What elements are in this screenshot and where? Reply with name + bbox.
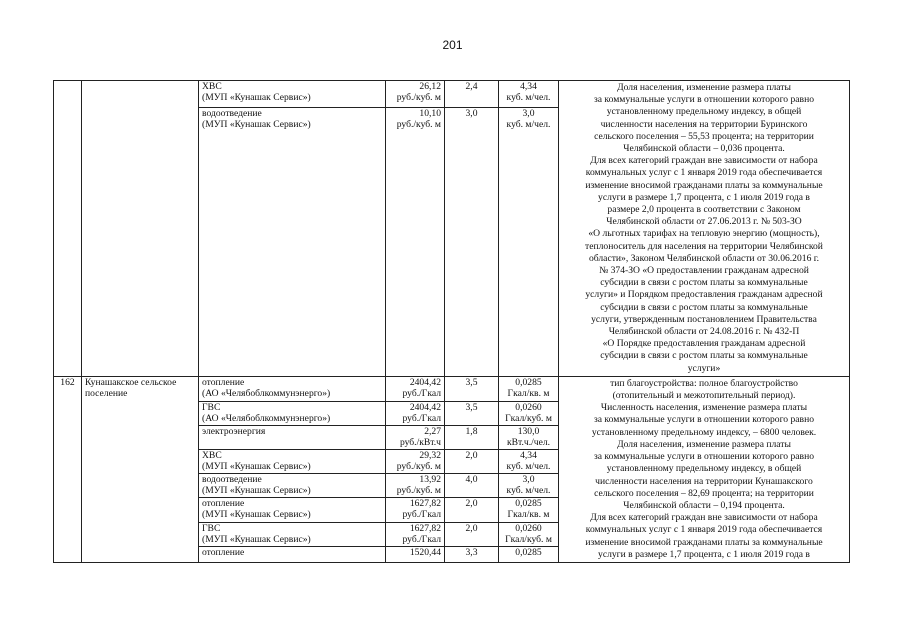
- norm-value: 0,0285: [515, 497, 542, 509]
- tariff-unit: руб./Гкал: [402, 413, 441, 425]
- index-percent: 3,3: [445, 546, 499, 562]
- norm-cell: [499, 449, 559, 473]
- index-percent: 3,5: [445, 401, 499, 425]
- description-line: Доля населения, изменение размера платы: [617, 438, 791, 450]
- norm-cell: [499, 376, 559, 401]
- service-name: водоотведение: [202, 107, 262, 119]
- description-line: Челябинской области от 27.06.2013 г. № 503-ЗО: [606, 216, 802, 228]
- tariff-unit: руб./куб. м: [396, 118, 441, 130]
- norm-cell: [499, 107, 559, 376]
- norm-value: 130,0: [517, 425, 540, 437]
- norm-value: 0,0285: [515, 546, 542, 558]
- description-line: численности населения на территории Буринского: [600, 118, 808, 130]
- description-line: услуги в размере 1,7 процента, с 1 июля 2019 года в: [598, 548, 810, 560]
- service-name: водоотведение: [202, 473, 262, 485]
- settlement-name: [82, 81, 199, 377]
- description-line: размере 2,0 процента в соответствии с Законом: [607, 204, 801, 216]
- tariff-value: 1627,82: [409, 497, 441, 509]
- description-line: теплоноситель для населения на территории Челябинской: [585, 240, 823, 252]
- service-name: ХВС: [202, 81, 222, 92]
- provider-name: (МУП «Кунашак Сервис»): [202, 92, 311, 104]
- tariff-value: 1520,44: [409, 546, 441, 558]
- norm-value: 4,34: [520, 449, 537, 461]
- tariff-unit: руб./куб. м: [396, 461, 441, 473]
- service-cell: [199, 497, 386, 522]
- provider-name: (МУП «Кунашак Сервис»): [202, 461, 311, 473]
- tariff-table: [53, 80, 850, 563]
- tariff-value: 2,27: [424, 425, 441, 437]
- description-line: Челябинской области от 24.08.2016 г. № 432-П: [608, 326, 800, 338]
- service-cell: [199, 546, 386, 562]
- index-percent: 2,4: [445, 81, 499, 108]
- norm-cell: [499, 497, 559, 522]
- tariff-unit: руб./кВт.ч: [399, 437, 441, 449]
- tariff-cell: [386, 497, 445, 522]
- tariff-unit: руб./Гкал: [402, 509, 441, 521]
- tariff-unit: руб./Гкал: [402, 388, 441, 400]
- provider-name: (МУП «Кунашак Сервис»): [202, 485, 311, 497]
- description-line: сельского поселения – 82,69 процента; на территории: [594, 487, 814, 499]
- tariff-cell: [386, 425, 445, 449]
- description-line: услуги, утвержденным постановлением Правительства: [591, 313, 817, 325]
- service-name: отопление: [202, 376, 245, 388]
- provider-name: (АО «Челябоблкоммунэнерго»): [202, 388, 331, 400]
- description-line: «О льготных тарифах на тепловую энергию (мощность),: [588, 228, 820, 240]
- service-name: ХВС: [202, 449, 222, 461]
- tariff-value: 1627,82: [409, 522, 441, 534]
- description-line: субсидии в связи с ростом платы за коммунальные: [600, 350, 808, 362]
- provider-name: (АО «Челябоблкоммунэнерго»): [202, 413, 331, 425]
- description-line: Для всех категорий граждан вне зависимости от набора: [590, 512, 818, 524]
- index-percent: 2,0: [445, 497, 499, 522]
- tariff-cell: [386, 449, 445, 473]
- norm-unit: Гкал/куб. м: [505, 413, 552, 425]
- service-cell: [199, 107, 386, 376]
- table-body: [54, 81, 850, 563]
- description-line: субсидии в связи с ростом платы за коммунальные: [600, 277, 808, 289]
- tariff-value: 2404,42: [409, 376, 441, 388]
- norm-value: 0,0260: [515, 522, 542, 534]
- tariff-cell: [386, 401, 445, 425]
- description-cell: [559, 376, 850, 562]
- norm-unit: Гкал/куб. м: [505, 534, 552, 546]
- tariff-cell: [386, 107, 445, 376]
- description-line: за коммунальные услуги в отношении которого равно: [593, 94, 815, 106]
- service-name: ГВС: [202, 522, 221, 534]
- norm-cell: [499, 401, 559, 425]
- provider-name: (МУП «Кунашак Сервис»): [202, 509, 311, 521]
- norm-cell: [499, 425, 559, 449]
- description-line: Челябинской области – 0,036 процента.: [623, 143, 785, 155]
- norm-unit: куб. м/чел.: [506, 461, 551, 473]
- tariff-value: 10,10: [419, 107, 441, 119]
- description-line: установленному предельному индексу, в общей: [606, 463, 802, 475]
- tariff-cell: [386, 473, 445, 497]
- page-number: 201: [442, 38, 463, 52]
- index-percent: 2,0: [445, 449, 499, 473]
- provider-name: (МУП «Кунашак Сервис»): [202, 534, 311, 546]
- tariff-value: 2404,42: [409, 401, 441, 413]
- tariff-cell: [386, 376, 445, 401]
- table-row: [54, 376, 850, 401]
- norm-cell: [499, 546, 559, 562]
- norm-unit: кВт.ч./чел.: [506, 437, 551, 449]
- norm-cell: [499, 522, 559, 546]
- index-percent: 3,5: [445, 376, 499, 401]
- description-line: (отопительный и межотопительный период).: [612, 390, 796, 402]
- tariff-cell: [386, 546, 445, 562]
- row-number: 162: [54, 376, 82, 562]
- service-cell: [199, 376, 386, 401]
- norm-value: 3,0: [522, 107, 535, 119]
- description-line: установленному предельному индексу, – 6800 человек.: [591, 426, 817, 438]
- service-name: отопление: [202, 497, 245, 509]
- norm-value: 3,0: [522, 473, 535, 485]
- description-line: тип благоустройства: полное благоустройство: [610, 377, 798, 389]
- description-line: за коммунальные услуги в отношении которого равно: [593, 414, 815, 426]
- row-number: [54, 81, 82, 377]
- service-cell: [199, 425, 386, 449]
- norm-value: 4,34: [520, 81, 537, 92]
- description-line: услуги»: [687, 362, 721, 374]
- tariff-value: 29,32: [419, 449, 441, 461]
- description-line: Доля населения, изменение размера платы: [617, 82, 791, 93]
- service-cell: [199, 522, 386, 546]
- index-percent: 3,0: [445, 107, 499, 376]
- description-line: услуги в размере 1,7 процента, с 1 июля 2019 года в: [598, 191, 810, 203]
- settlement-name: Кунашакское сельское поселение: [82, 376, 199, 562]
- service-cell: [199, 473, 386, 497]
- description-line: области», Законом Челябинской области от 30.06.2016 г.: [588, 252, 820, 264]
- tariff-unit: руб./Гкал: [402, 534, 441, 546]
- tariff-cell: [386, 522, 445, 546]
- service-cell: [199, 81, 386, 108]
- description-line: Для всех категорий граждан вне зависимости от набора: [590, 155, 818, 167]
- description-line: коммунальных услуг с 1 января 2019 года обеспечивается: [585, 167, 823, 179]
- description-line: численности населения на территории Кунашакского: [595, 475, 813, 487]
- index-percent: 4,0: [445, 473, 499, 497]
- description-cell: [559, 81, 850, 377]
- tariff-value: 13,92: [419, 473, 441, 485]
- service-name: ГВС: [202, 401, 221, 413]
- norm-unit: куб. м/чел.: [506, 485, 551, 497]
- service-cell: [199, 449, 386, 473]
- norm-cell: [499, 81, 559, 108]
- description-line: субсидии в связи с ростом платы за коммунальные: [600, 301, 808, 313]
- service-name: электроэнергия: [202, 425, 266, 437]
- description-line: коммунальных услуг с 1 января 2019 года обеспечивается: [585, 524, 823, 536]
- description-line: Челябинской области – 0,194 процента.: [623, 499, 785, 511]
- index-percent: 2,0: [445, 522, 499, 546]
- norm-value: 0,0260: [515, 401, 542, 413]
- norm-unit: Гкал/кв. м: [507, 509, 550, 521]
- tariff-value: 26,12: [419, 81, 441, 92]
- norm-unit: Гкал/кв. м: [507, 388, 550, 400]
- tariff-unit: руб./куб. м: [396, 485, 441, 497]
- description-line: услуги» и Порядком предоставления гражданам адресной: [585, 289, 823, 301]
- norm-cell: [499, 473, 559, 497]
- service-name: отопление: [202, 546, 245, 558]
- description-line: сельского поселения – 55,53 процента; на территории: [594, 130, 814, 142]
- norm-unit: куб. м/чел.: [506, 92, 551, 104]
- description-line: № 374-ЗО «О предоставлении гражданам адресной: [599, 265, 809, 277]
- description-line: изменение вносимой гражданами платы за коммунальные: [585, 179, 823, 191]
- description-line: Численность населения, изменение размера платы: [600, 402, 808, 414]
- description-line: «О Порядке предоставления гражданам адресной: [602, 338, 806, 350]
- norm-unit: куб. м/чел.: [506, 118, 551, 130]
- description-line: за коммунальные услуги в отношении которого равно: [593, 451, 815, 463]
- norm-value: 0,0285: [515, 376, 542, 388]
- description-line: изменение вносимой гражданами платы за коммунальные: [585, 536, 823, 548]
- index-percent: 1,8: [445, 425, 499, 449]
- table-row: [54, 81, 850, 108]
- provider-name: (МУП «Кунашак Сервис»): [202, 118, 311, 130]
- tariff-unit: руб./куб. м: [396, 92, 441, 104]
- service-cell: [199, 401, 386, 425]
- description-line: установленному предельному индексу, в общей: [606, 106, 802, 118]
- tariff-cell: [386, 81, 445, 108]
